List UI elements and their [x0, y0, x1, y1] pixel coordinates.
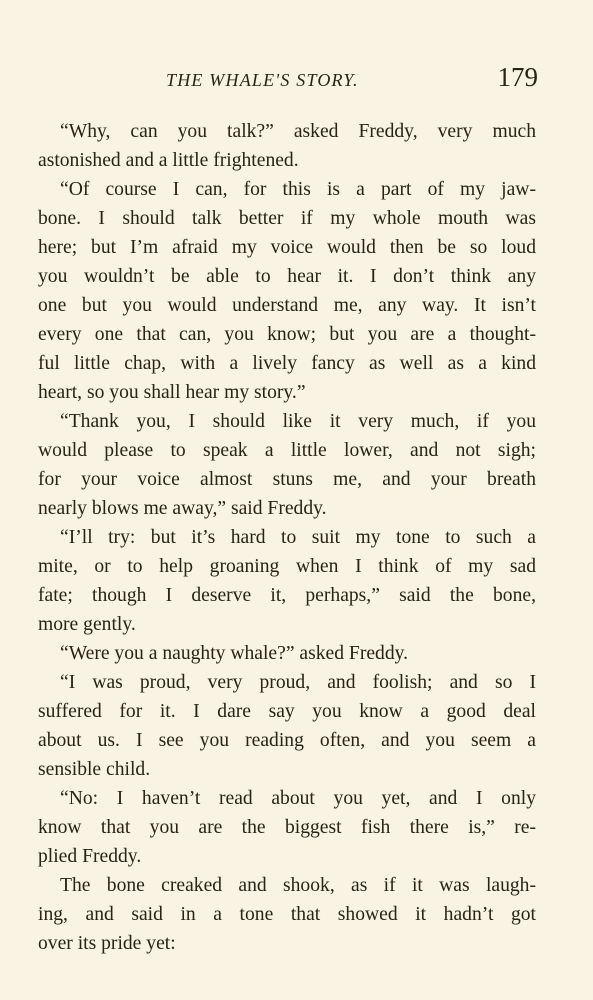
text-line: “I’ll try: but it’s hard to suit my tone to such a [60, 527, 536, 548]
text-line: “Were you a naughty whale?” asked Freddy. [60, 643, 409, 664]
text-line: every one that can, you know; but you are a thought- [38, 324, 536, 345]
text-line: more gently. [38, 614, 136, 635]
text-line: for your voice almost stuns me, and your breath [38, 469, 536, 490]
text-line: “Thank you, I should like it very much, if you [60, 411, 536, 432]
text-line: “Of course I can, for this is a part of my jaw- [60, 179, 536, 200]
text-line: The bone creaked and shook, as if it was laugh- [60, 875, 536, 896]
text-line: you wouldn’t be able to hear it. I don’t think any [38, 266, 536, 287]
text-line: “No: I haven’t read about you yet, and I only [60, 788, 536, 809]
text-line: ing, and said in a tone that showed it hadn’t got [38, 904, 536, 925]
text-line: know that you are the biggest fish there is,” re- [38, 817, 536, 838]
text-line: bone. I should talk better if my whole mouth was [38, 208, 536, 229]
text-line: over its pride yet: [38, 933, 176, 954]
text-line: about us. I see you reading often, and you seem a [38, 730, 536, 751]
text-line: ful little chap, with a lively fancy as well as a kind [38, 353, 536, 374]
text-line: one but you would understand me, any way. It isn’t [38, 295, 536, 316]
text-line: here; but I’m afraid my voice would then be so loud [38, 237, 536, 258]
text-line: sensible child. [38, 759, 151, 780]
running-title: THE WHALE'S STORY. [166, 70, 359, 90]
text-line: plied Freddy. [38, 846, 142, 867]
text-line: heart, so you shall hear my story.” [38, 382, 306, 403]
text-line: astonished and a little frightened. [38, 150, 299, 171]
body-text [38, 117, 536, 958]
text-line: suffered for it. I dare say you know a good deal [38, 701, 536, 722]
text-line: fate; though I deserve it, perhaps,” said the bone, [38, 585, 536, 606]
page-number: 179 [497, 62, 538, 92]
text-line: nearly blows me away,” said Freddy. [38, 498, 327, 519]
page-header [38, 62, 538, 102]
text-line: mite, or to help groaning when I think of my sad [38, 556, 536, 577]
text-line: “I was proud, very proud, and foolish; and so I [60, 672, 536, 693]
text-line: would please to speak a little lower, and not sigh; [38, 440, 536, 461]
text-line: “Why, can you talk?” asked Freddy, very much [60, 121, 536, 142]
